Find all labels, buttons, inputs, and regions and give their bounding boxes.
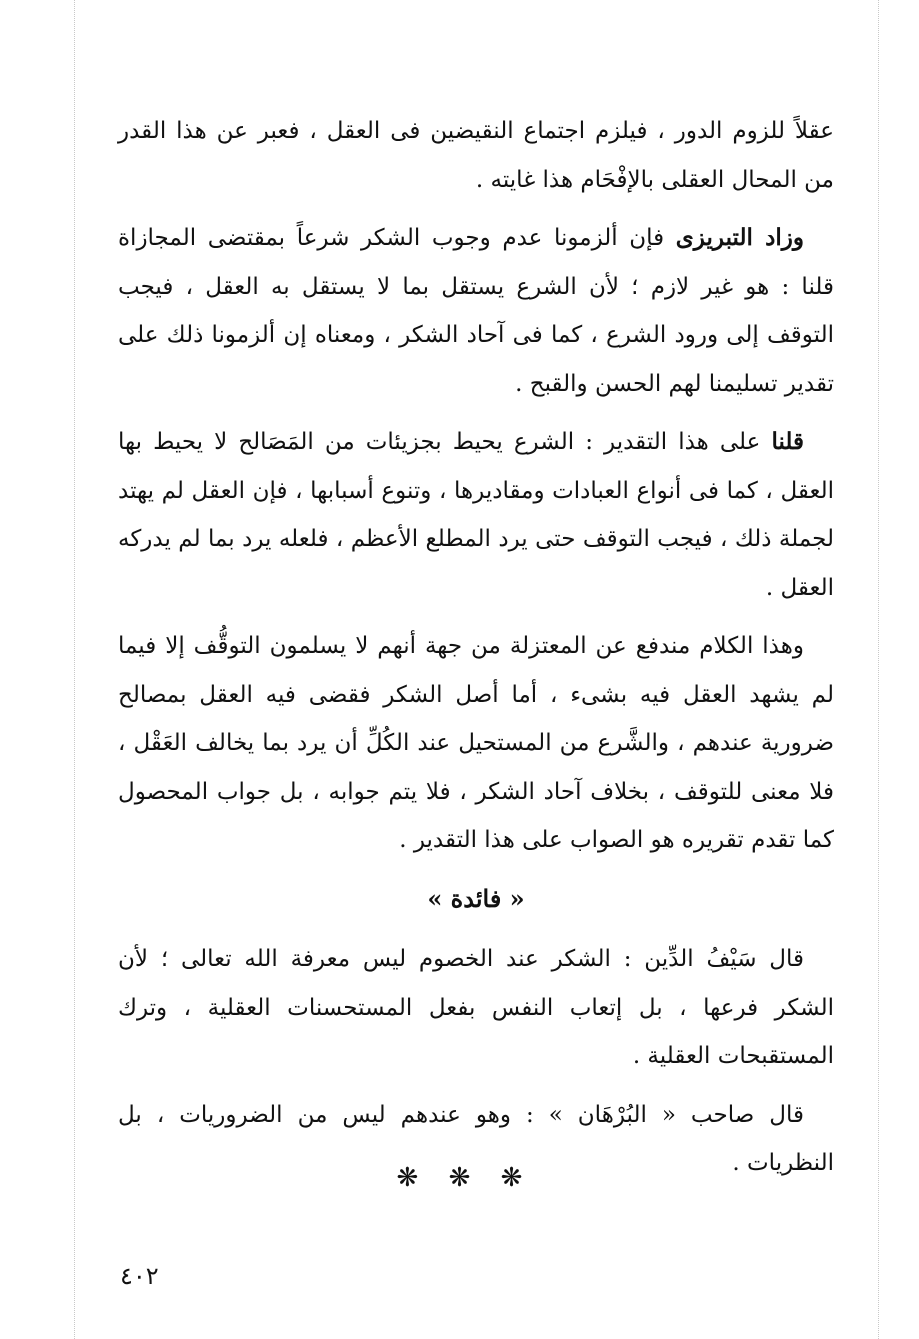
right-margin-guide [878, 0, 879, 1339]
paragraph-3 [118, 418, 834, 612]
paragraph-2 [118, 214, 834, 408]
paragraph-lead: وزاد التبريزى [675, 224, 805, 251]
left-margin-guide [74, 0, 75, 1339]
paragraph-text: عقلاً للزوم الدور ، فيلزم اجتماع النقيضين فى العقل ، فعبر عن هذا القدر من المحال العقلى بالإفْحَام هذا غايته . [118, 118, 834, 193]
paragraph-text: فإن ألزمونا عدم وجوب الشكر شرعاً بمقتضى المجازاة قلنا : هو غير لازم ؛ لأن الشرع يستقل بما لا يستقل به العقل ، فيجب التوقف إلى ورود الشرع ، كما فى آحاد الشكر ، ومعناه إن ألزمونا ذلك على تقدير تسليمنا لهم الحسن والقبح . [118, 225, 834, 397]
paragraph-text: وهذا الكلام مندفع عن المعتزلة من جهة أنهم لا يسلمون التوقُّف إلا فيما لم يشهد العقل فيه بشىء ، أما أصل الشكر فقضى فيه العقل بمصالح ضرورية عندهم ، والشَّرع من المستحيل عند الكُلِّ أن يرد بما يخالف العَقْل ، فلا معنى للتوقف ، بخلاف آحاد الشكر ، فلا يتم جوابه ، بل جواب المحصول كما تقدم تقريره هو الصواب على هذا التقدير . [118, 633, 834, 853]
paragraph-4 [118, 622, 834, 865]
paragraph-lead: قلنا [771, 428, 804, 455]
ornament-divider: ❋ ❋ ❋ [396, 1163, 523, 1193]
paragraph-text: قال صاحب « البُرْهَان » : وهو عندهم ليس من الضروريات ، بل النظريات . [118, 1101, 834, 1176]
paragraph-5 [118, 935, 834, 1081]
paragraph-text: على هذا التقدير : الشرع يحيط بجزيئات من المَصَالح لا يحيط بها العقل ، كما فى أنواع العبادات ومقاديرها ، وتنوع أسبابها ، فإن العقل لم يهتد لجملة ذلك ، فيجب التوقف حتى يرد المطلع الأعظم ، فلعله يرد بما لم يدركه العقل . [118, 429, 834, 601]
paragraph-text: قال سَيْفُ الدِّين : الشكر عند الخصوم ليس معرفة الله تعالى ؛ لأن الشكر فرعها ، بل إتعاب النفس بفعل المستحسنات العقلية ، وترك المستقبحات العقلية . [118, 946, 834, 1069]
section-heading: « فائدة » [427, 883, 525, 913]
page-number: ٤٠٢ [120, 1262, 159, 1290]
paragraph-1 [118, 107, 834, 204]
main-text [118, 107, 834, 1198]
